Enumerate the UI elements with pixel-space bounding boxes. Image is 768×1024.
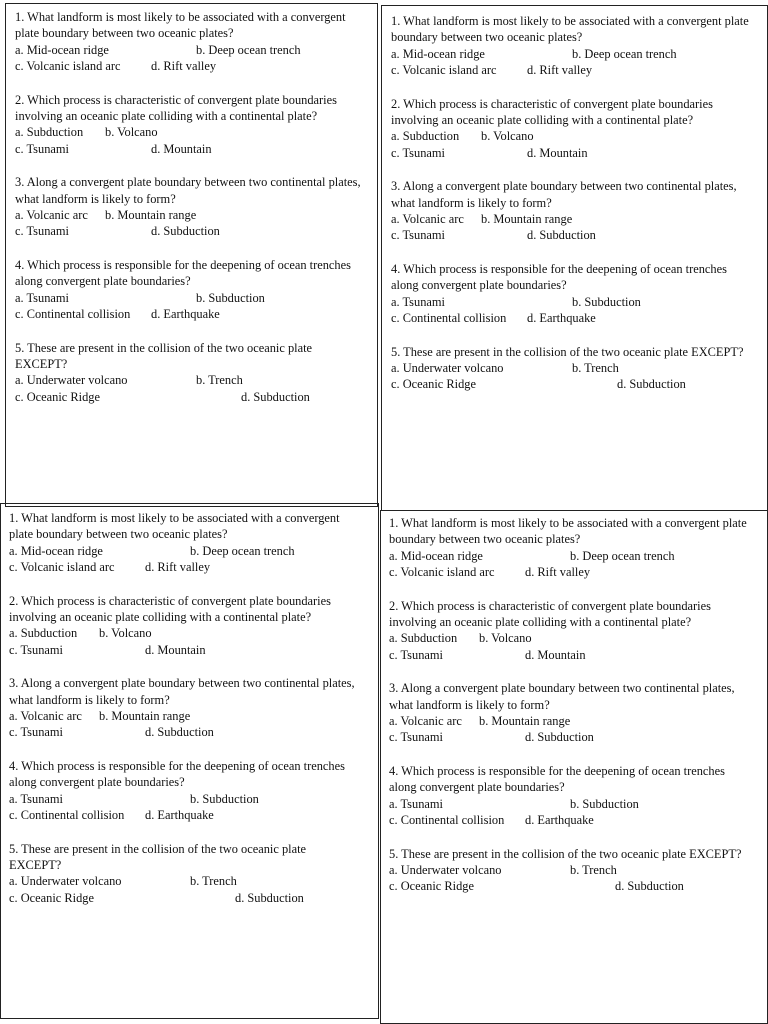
answer-option: b. Trench: [572, 360, 619, 375]
answer-option: a. Mid-ocean ridge: [389, 548, 483, 563]
answer-option: b. Subduction: [196, 290, 265, 305]
quiz-card-bottom-left: [0, 503, 379, 1019]
answer-option: c. Continental collision: [9, 808, 125, 823]
answer-option: b. Trench: [196, 373, 243, 388]
answer-option: d. Subduction: [525, 730, 594, 745]
question-text: 2. Which process is characteristic of convergent plate boundaries involving an oceanic plate colliding with a continental plate?: [391, 96, 713, 128]
answer-option: a. Tsunami: [9, 791, 63, 806]
answer-option: c. Continental collision: [15, 307, 131, 322]
answer-option: b. Deep ocean trench: [572, 46, 677, 61]
answer-options-row: [15, 207, 377, 223]
answer-option: b. Volcano: [105, 125, 158, 140]
answer-option: a. Volcanic arc: [391, 212, 464, 227]
answer-option: c. Continental collision: [389, 813, 505, 828]
answer-option: b. Deep ocean trench: [570, 548, 675, 563]
answer-options-row: [391, 145, 767, 161]
answer-option: a. Tsunami: [391, 294, 445, 309]
answer-option: d. Subduction: [151, 224, 220, 239]
answer-options-row: [391, 294, 767, 310]
question-5: [389, 846, 767, 895]
answer-option: d. Mountain: [151, 141, 212, 156]
answer-options-row: [391, 46, 767, 62]
question-5: [391, 344, 767, 393]
answer-option: a. Subduction: [9, 626, 78, 641]
question-text: 3. Along a convergent plate boundary between two continental plates, what landform is likely to form?: [9, 676, 355, 707]
answer-option: d. Subduction: [235, 890, 304, 905]
answer-option: b. Mountain range: [479, 714, 571, 729]
answer-option: c. Volcanic island arc: [391, 63, 497, 78]
answer-option: b. Trench: [190, 874, 237, 889]
answer-option: a. Underwater volcano: [15, 373, 128, 388]
quiz-card-top-left: [5, 3, 378, 507]
question-5: [15, 340, 377, 406]
answer-options-row: [391, 376, 767, 392]
answer-option: a. Volcanic arc: [15, 208, 88, 223]
answer-options-row: [389, 713, 767, 729]
answer-option: c. Tsunami: [389, 730, 443, 745]
answer-option: c. Volcanic island arc: [9, 560, 115, 575]
answer-options-row: [389, 878, 767, 894]
question-text: 5. These are present in the collision of the two oceanic plate EXCEPT?: [389, 846, 742, 861]
answer-options-row: [15, 389, 377, 405]
answer-option: d. Rift valley: [525, 565, 591, 580]
question-1: [15, 9, 377, 75]
answer-options-row: [9, 625, 378, 641]
answer-option: c. Tsunami: [9, 642, 63, 657]
answer-options-row: [389, 729, 767, 745]
question-2: [391, 96, 767, 162]
answer-options-row: [9, 890, 378, 906]
answer-options-row: [391, 211, 767, 227]
answer-options-row: [15, 223, 377, 239]
answer-options-row: [9, 543, 378, 559]
answer-option: b. Mountain range: [105, 208, 197, 223]
answer-options-row: [391, 227, 767, 243]
answer-option: a. Volcanic arc: [9, 709, 82, 724]
question-text: 3. Along a convergent plate boundary between two continental plates, what landform is likely to form?: [15, 175, 361, 206]
answer-options-row: [15, 141, 377, 157]
answer-options-row: [391, 360, 767, 376]
answer-options-row: [389, 647, 767, 663]
question-3: [15, 174, 377, 240]
answer-option: b. Subduction: [570, 796, 639, 811]
question-text: 5. These are present in the collision of the two oceanic plate EXCEPT?: [391, 344, 744, 359]
question-2: [15, 92, 377, 158]
answer-option: b. Volcano: [479, 631, 532, 646]
question-text: 4. Which process is responsible for the deepening of ocean trenches along convergent plate boundaries?: [391, 261, 727, 293]
question-text: 4. Which process is responsible for the deepening of ocean trenches along convergent plate boundaries?: [389, 763, 725, 795]
answer-option: c. Continental collision: [391, 311, 507, 326]
question-3: [389, 680, 767, 746]
question-text: 1. What landform is most likely to be associated with a convergent plate boundary between two oceanic plates?: [389, 516, 747, 547]
question-3: [391, 178, 767, 244]
answer-options-row: [9, 807, 378, 823]
answer-options-row: [389, 630, 767, 646]
answer-option: a. Subduction: [391, 129, 460, 144]
answer-options-row: [15, 124, 377, 140]
answer-option: c. Tsunami: [15, 141, 69, 156]
answer-options-row: [391, 128, 767, 144]
answer-option: d. Earthquake: [525, 813, 594, 828]
answer-option: b. Trench: [570, 862, 617, 877]
answer-option: a. Volcanic arc: [389, 714, 462, 729]
answer-option: b. Subduction: [190, 791, 259, 806]
question-text: 2. Which process is characteristic of convergent plate boundaries involving an oceanic plate colliding with a continental plate?: [389, 598, 711, 630]
question-text: 3. Along a convergent plate boundary between two continental plates, what landform is likely to form?: [391, 179, 737, 210]
answer-option: b. Mountain range: [481, 212, 573, 227]
answer-option: c. Tsunami: [15, 224, 69, 239]
answer-option: a. Underwater volcano: [391, 360, 504, 375]
question-4: [9, 758, 378, 824]
answer-option: b. Deep ocean trench: [190, 543, 295, 558]
answer-option: a. Underwater volcano: [9, 874, 122, 889]
answer-option: d. Earthquake: [145, 808, 214, 823]
answer-option: d. Subduction: [615, 879, 684, 894]
answer-options-row: [9, 724, 378, 740]
answer-option: c. Oceanic Ridge: [389, 879, 474, 894]
answer-option: c. Volcanic island arc: [15, 59, 121, 74]
question-text: 4. Which process is responsible for the deepening of ocean trenches along convergent plate boundaries?: [15, 257, 351, 289]
answer-options-row: [389, 812, 767, 828]
answer-option: c. Oceanic Ridge: [9, 890, 94, 905]
answer-option: c. Tsunami: [9, 725, 63, 740]
answer-option: a. Tsunami: [389, 796, 443, 811]
question-1: [389, 515, 767, 581]
answer-option: a. Mid-ocean ridge: [15, 42, 109, 57]
question-1: [391, 13, 767, 79]
question-text: 5. These are present in the collision of the two oceanic plate EXCEPT?: [15, 340, 313, 371]
answer-options-row: [9, 642, 378, 658]
answer-option: c. Oceanic Ridge: [391, 377, 476, 392]
answer-option: d. Earthquake: [527, 311, 596, 326]
answer-option: a. Subduction: [15, 125, 84, 140]
answer-option: b. Subduction: [572, 294, 641, 309]
answer-option: d. Subduction: [241, 389, 310, 404]
answer-option: c. Tsunami: [391, 228, 445, 243]
answer-option: d. Subduction: [527, 228, 596, 243]
answer-option: d. Subduction: [617, 377, 686, 392]
answer-options-row: [389, 796, 767, 812]
answer-options-row: [9, 873, 378, 889]
answer-options-row: [15, 58, 377, 74]
answer-option: d. Rift valley: [527, 63, 593, 78]
answer-options-row: [9, 559, 378, 575]
answer-option: d. Mountain: [525, 647, 586, 662]
answer-options-row: [9, 708, 378, 724]
answer-options-row: [15, 42, 377, 58]
answer-options-row: [389, 862, 767, 878]
answer-option: d. Subduction: [145, 725, 214, 740]
answer-options-row: [9, 791, 378, 807]
question-4: [15, 257, 377, 323]
question-text: 2. Which process is characteristic of convergent plate boundaries involving an oceanic plate colliding with a continental plate?: [15, 92, 337, 124]
answer-option: b. Mountain range: [99, 709, 191, 724]
question-text: 1. What landform is most likely to be associated with a convergent plate boundary between two oceanic plates?: [9, 511, 340, 542]
answer-option: c. Oceanic Ridge: [15, 389, 100, 404]
answer-option: c. Tsunami: [391, 145, 445, 160]
answer-options-row: [389, 548, 767, 564]
answer-options-row: [15, 290, 377, 306]
question-2: [389, 598, 767, 664]
answer-option: a. Subduction: [389, 631, 458, 646]
answer-options-row: [391, 310, 767, 326]
answer-option: d. Mountain: [145, 642, 206, 657]
answer-option: a. Underwater volcano: [389, 862, 502, 877]
question-text: 3. Along a convergent plate boundary between two continental plates, what landform is likely to form?: [389, 681, 735, 712]
quiz-card-top-right: [381, 5, 768, 511]
answer-option: b. Volcano: [99, 626, 152, 641]
answer-options-row: [15, 306, 377, 322]
answer-options-row: [15, 372, 377, 388]
answer-option: d. Earthquake: [151, 307, 220, 322]
answer-option: a. Mid-ocean ridge: [391, 46, 485, 61]
answer-option: d. Mountain: [527, 145, 588, 160]
answer-options-row: [391, 62, 767, 78]
answer-options-row: [389, 564, 767, 580]
answer-option: b. Volcano: [481, 129, 534, 144]
answer-option: c. Volcanic island arc: [389, 565, 495, 580]
question-text: 4. Which process is responsible for the deepening of ocean trenches along convergent plate boundaries?: [9, 758, 345, 790]
question-2: [9, 593, 378, 659]
quiz-card-bottom-right: [380, 510, 768, 1024]
question-text: 2. Which process is characteristic of convergent plate boundaries involving an oceanic plate colliding with a continental plate?: [9, 593, 331, 625]
question-4: [391, 261, 767, 327]
answer-option: a. Mid-ocean ridge: [9, 543, 103, 558]
question-text: 5. These are present in the collision of the two oceanic plate EXCEPT?: [9, 841, 307, 872]
question-3: [9, 675, 378, 741]
question-1: [9, 510, 378, 576]
answer-option: c. Tsunami: [389, 647, 443, 662]
question-5: [9, 841, 378, 907]
question-text: 1. What landform is most likely to be associated with a convergent plate boundary between two oceanic plates?: [391, 14, 749, 45]
answer-option: b. Deep ocean trench: [196, 42, 301, 57]
question-4: [389, 763, 767, 829]
answer-option: a. Tsunami: [15, 290, 69, 305]
answer-option: d. Rift valley: [151, 59, 217, 74]
answer-option: d. Rift valley: [145, 560, 211, 575]
question-text: 1. What landform is most likely to be associated with a convergent plate boundary between two oceanic plates?: [15, 10, 346, 41]
